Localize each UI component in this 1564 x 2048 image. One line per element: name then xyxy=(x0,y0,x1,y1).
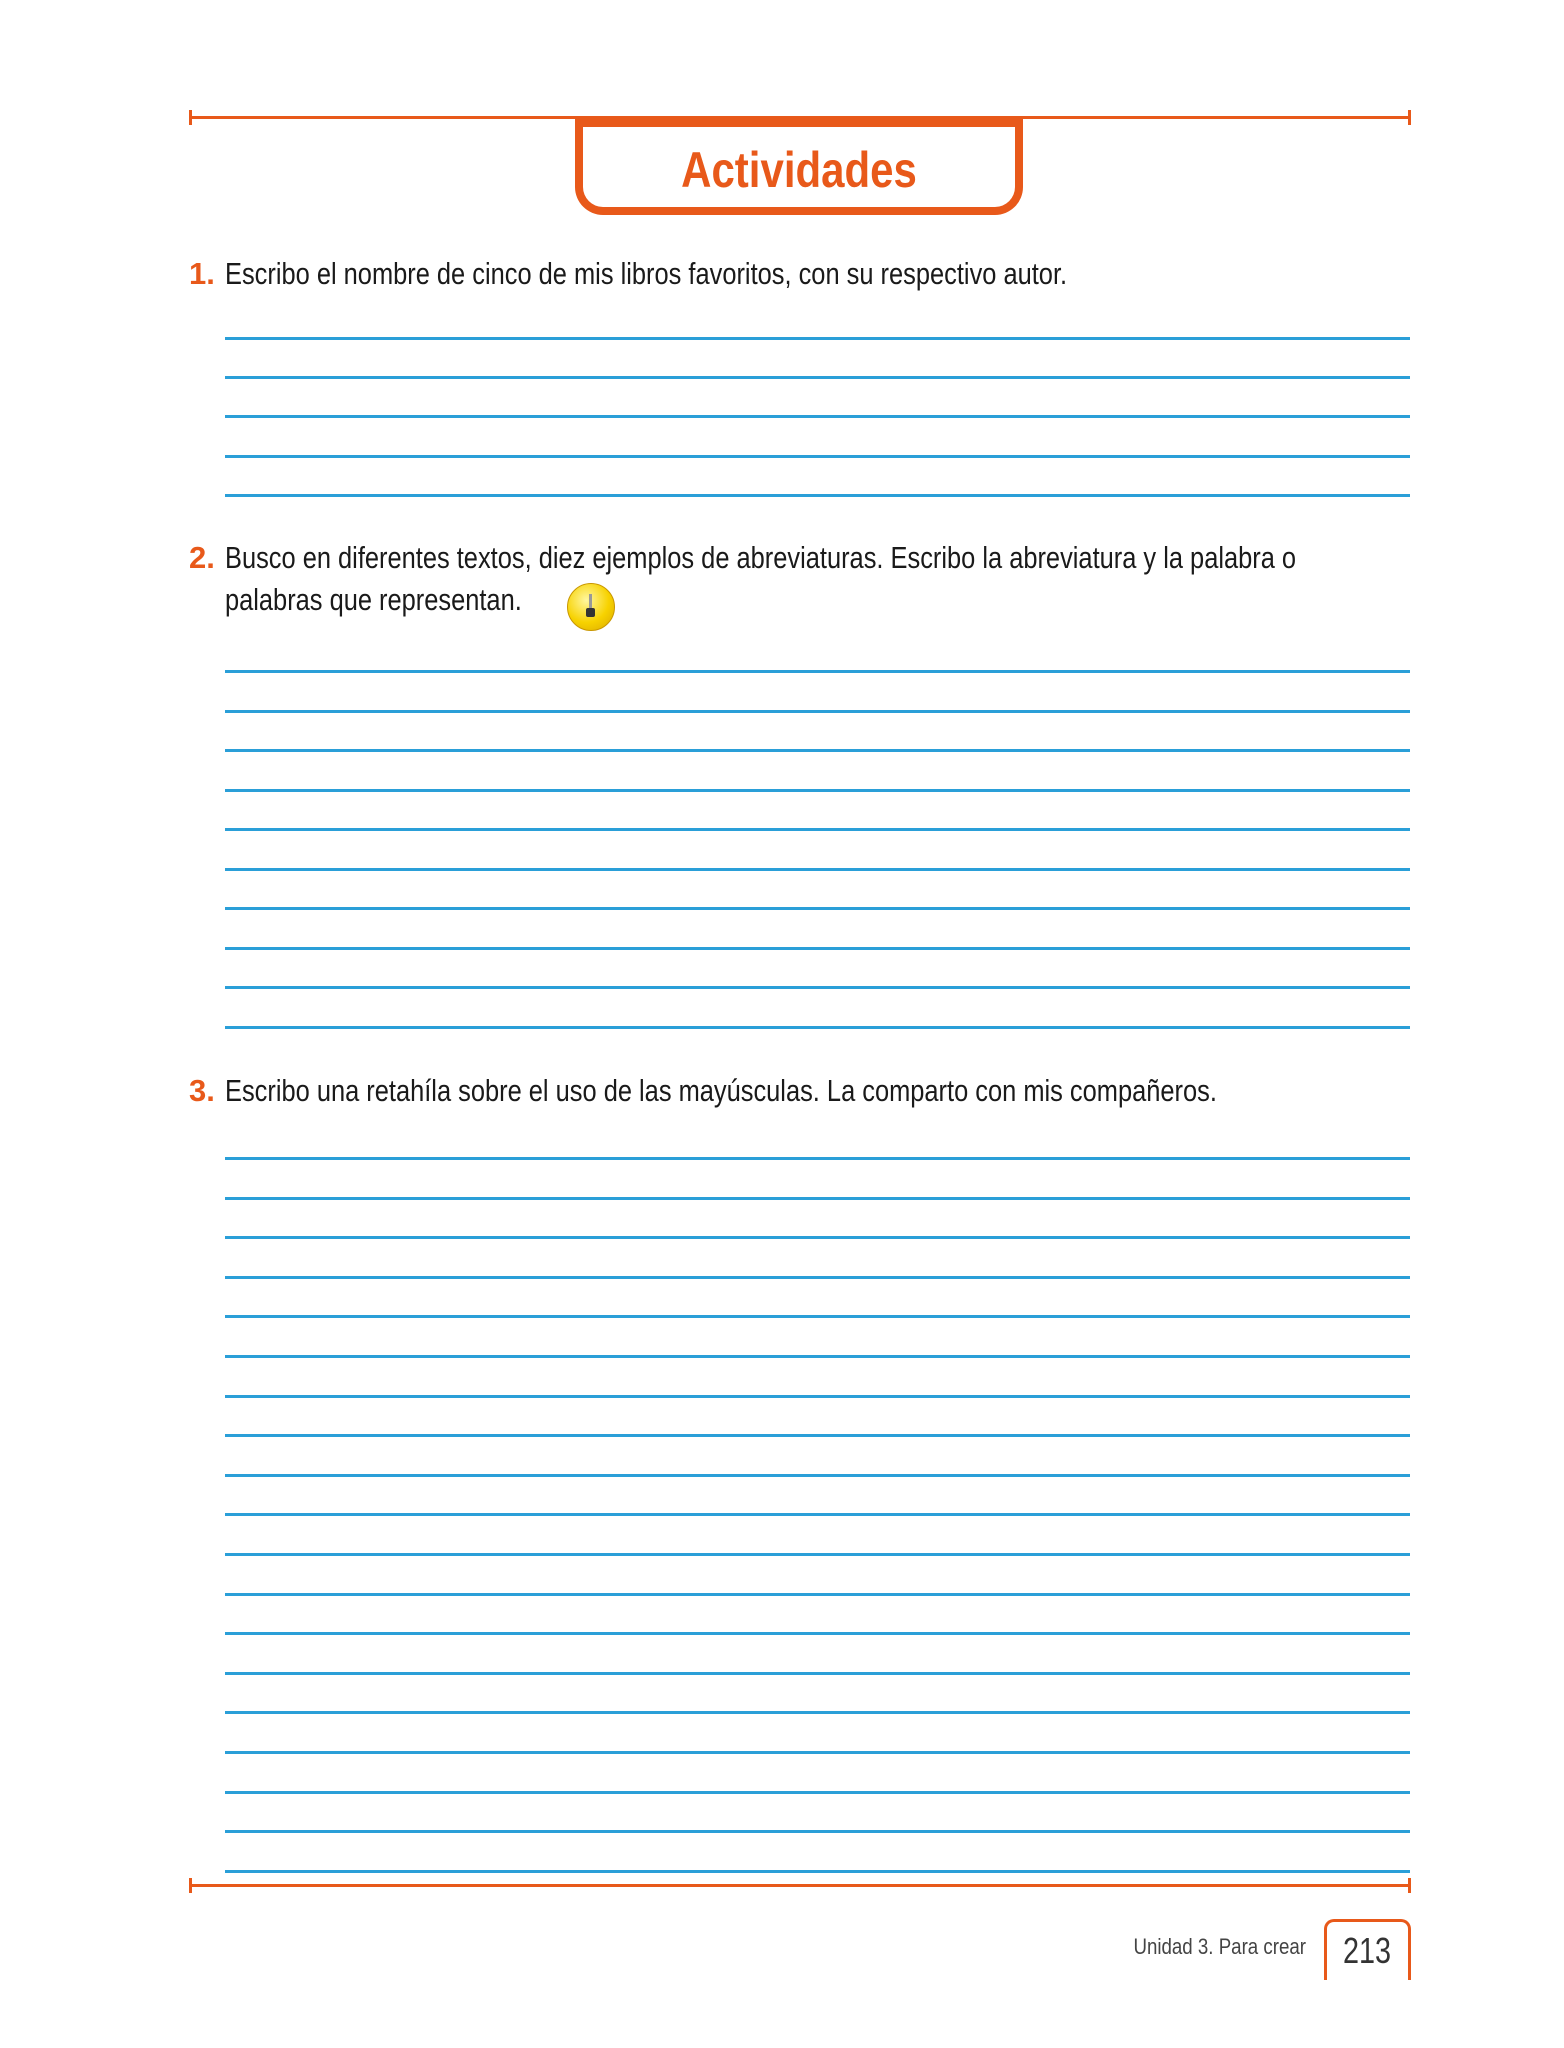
answer-line[interactable] xyxy=(225,1791,1410,1794)
answer-line[interactable] xyxy=(225,415,1410,418)
answer-line[interactable] xyxy=(225,1513,1410,1516)
answer-line[interactable] xyxy=(225,1830,1410,1833)
answer-line[interactable] xyxy=(225,1276,1410,1279)
answer-line[interactable] xyxy=(225,1632,1410,1635)
answer-line[interactable] xyxy=(225,710,1410,713)
answer-line[interactable] xyxy=(225,455,1410,458)
answer-line[interactable] xyxy=(225,1553,1410,1556)
answer-line[interactable] xyxy=(225,494,1410,497)
answer-line[interactable] xyxy=(225,337,1410,340)
page-number-box xyxy=(1324,1919,1411,1980)
answer-line[interactable] xyxy=(225,1197,1410,1200)
answer-line[interactable] xyxy=(225,1315,1410,1318)
question-text: Busco en diferentes textos, diez ejemplos de abreviaturas. Escribo la abreviatura y la palabra o xyxy=(225,540,1297,575)
answer-line[interactable] xyxy=(225,1672,1410,1675)
answer-line[interactable] xyxy=(225,986,1410,989)
answer-line[interactable] xyxy=(225,868,1410,871)
answer-line[interactable] xyxy=(225,1711,1410,1714)
answer-line[interactable] xyxy=(225,1474,1410,1477)
answer-line[interactable] xyxy=(225,947,1410,950)
bottom-rule xyxy=(189,1884,1411,1887)
answer-line[interactable] xyxy=(225,1593,1410,1596)
answer-line[interactable] xyxy=(225,907,1410,910)
answer-line[interactable] xyxy=(225,1395,1410,1398)
question-number: 3. xyxy=(189,1073,215,1108)
question-text: Escribo el nombre de cinco de mis libros favoritos, con su respectivo autor. xyxy=(225,256,1068,291)
section-title: Actividades xyxy=(681,142,917,198)
section-title-tab xyxy=(575,117,1023,215)
question-text: Escribo una retahíla sobre el uso de las mayúsculas. La comparto con mis compañeros. xyxy=(225,1073,1217,1108)
answer-line[interactable] xyxy=(225,1434,1410,1437)
answer-line[interactable] xyxy=(225,1236,1410,1239)
answer-line[interactable] xyxy=(225,1355,1410,1358)
answer-line[interactable] xyxy=(225,749,1410,752)
answer-line[interactable] xyxy=(225,670,1410,673)
answer-line[interactable] xyxy=(225,1157,1410,1160)
answer-line[interactable] xyxy=(225,1026,1410,1029)
answer-line[interactable] xyxy=(225,1751,1410,1754)
lightbulb-icon xyxy=(567,583,615,631)
page-number: 213 xyxy=(1343,1930,1392,1971)
question-text-cont: palabras que representan. xyxy=(225,582,522,617)
question-number: 1. xyxy=(189,256,215,291)
unit-label: Unidad 3. Para crear xyxy=(1133,1934,1306,1959)
answer-line[interactable] xyxy=(225,828,1410,831)
answer-line[interactable] xyxy=(225,376,1410,379)
answer-line[interactable] xyxy=(225,1870,1410,1873)
question-number: 2. xyxy=(189,540,215,575)
answer-line[interactable] xyxy=(225,789,1410,792)
